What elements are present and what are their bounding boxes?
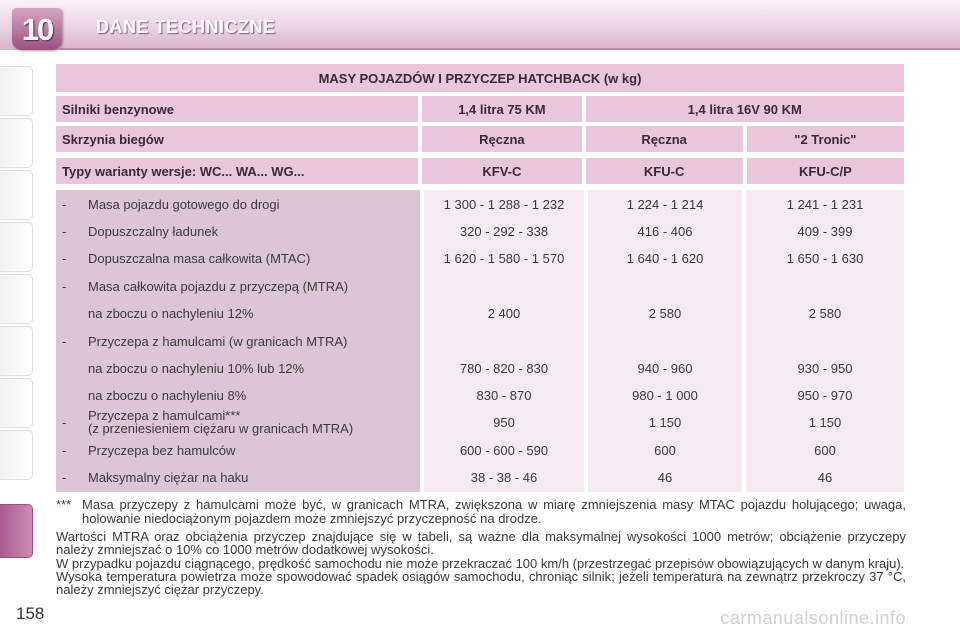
watermark: carmanualsonline.info <box>720 608 906 628</box>
row-label: Maksymalny ciężar na haku <box>88 470 249 485</box>
side-tab-5[interactable] <box>0 274 33 324</box>
row-value-3: 600 <box>814 443 836 458</box>
table-row <box>56 191 904 218</box>
gearbox-label: Skrzynia biegów <box>56 126 418 152</box>
table-title-row <box>56 64 904 92</box>
table-row <box>56 355 904 382</box>
engines-label: Silniki benzynowe <box>56 96 418 122</box>
engine-col-2: 1,4 litra 16V 90 KM <box>586 96 904 122</box>
row-value-1: 600 - 600 - 590 <box>459 443 549 458</box>
row-value-2: 980 - 1 000 <box>632 388 698 403</box>
row-value-1: 780 - 820 - 830 <box>459 361 549 376</box>
body-text <box>56 530 906 596</box>
body-paragraph: Wysoka temperatura powietrza może spowodować spadek osiągów samochodu, chroniąc silnik; jeżeli temperatura na zewnątrz przekroczy 37 °C, należy zmniejszyć ciężar przyczepy. <box>56 568 906 598</box>
engine-col-1: 1,4 litra 75 KM <box>422 96 581 122</box>
row-value-3: 1 650 - 1 630 <box>786 251 864 266</box>
side-tab-4[interactable] <box>0 222 33 272</box>
row-label <box>88 409 353 435</box>
row-dash: - <box>62 443 67 458</box>
side-tab-1[interactable] <box>0 66 33 116</box>
row-value-2: 416 - 406 <box>637 224 693 239</box>
row-label: Dopuszczalny ładunek <box>88 224 219 239</box>
row-value-1: 320 - 292 - 338 <box>459 224 549 239</box>
gearbox-col-2: Ręczna <box>586 126 743 152</box>
row-value-1: 830 - 870 <box>476 388 532 403</box>
gearbox-col-1: Ręczna <box>422 126 581 152</box>
chapter-number: 10 <box>21 12 53 47</box>
table-row <box>56 437 904 464</box>
row-dash: - <box>62 224 67 239</box>
gearbox-col-3: "2 Tronic" <box>747 126 904 152</box>
row-value-3: 409 - 399 <box>797 224 853 239</box>
row-dash: - <box>62 470 67 485</box>
gearbox-row <box>56 126 904 152</box>
row-dash: - <box>62 415 67 430</box>
page-title: DANE TECHNICZNE <box>96 17 276 37</box>
row-dash: - <box>62 334 67 349</box>
types-row <box>56 158 904 184</box>
row-value-2: 1 224 - 1 214 <box>626 197 704 212</box>
type-col-3: KFU-C/P <box>747 158 904 184</box>
row-value-2: 1 640 - 1 620 <box>626 251 704 266</box>
row-value-3: 46 <box>817 470 833 485</box>
table-row <box>56 382 904 409</box>
row-value-1: 950 <box>493 415 515 430</box>
row-value-2: 1 150 <box>648 415 682 430</box>
row-dash: - <box>62 197 67 212</box>
side-tab-2[interactable] <box>0 118 33 168</box>
table-row <box>56 300 904 327</box>
chapter-badge <box>12 8 62 50</box>
row-value-3: 1 150 <box>808 415 842 430</box>
type-col-2: KFU-C <box>586 158 743 184</box>
side-tab-3[interactable] <box>0 170 33 220</box>
row-value-2: 2 580 <box>648 306 682 321</box>
row-label-line-1: Przyczepa z hamulcami*** <box>88 408 241 423</box>
row-label: Masa całkowita pojazdu z przyczepą (MTRA) <box>88 279 349 294</box>
table-row <box>56 409 904 436</box>
row-value-1: 2 400 <box>487 306 521 321</box>
row-value-3: 2 580 <box>808 306 842 321</box>
row-value-1: 1 620 - 1 580 - 1 570 <box>443 251 565 266</box>
row-value-2: 940 - 960 <box>637 361 693 376</box>
table-row <box>56 218 904 245</box>
table-row <box>56 328 904 355</box>
body-paragraph: Wartości MTRA oraz obciążenia przyczep znajdujące się w tabeli, są ważne dla maksymalnej wysokości 1000 metrów; obciążenie przyczepy należy zmniejszać o 10% co 1000 metrów dodatkowej wysokości. <box>56 529 906 558</box>
row-value-2: 46 <box>657 470 673 485</box>
page-number: 158 <box>16 604 45 623</box>
body-paragraph: W przypadku pojazdu ciągnącego, prędkość samochodu nie może przekraczać 100 km/h (przestrzegać przepisów obowiązujących w danym kraju). <box>56 555 905 571</box>
row-label: na zboczu o nachyleniu 8% <box>88 388 247 403</box>
side-tab-active[interactable] <box>0 504 33 558</box>
row-label: Masa pojazdu gotowego do drogi <box>88 197 280 212</box>
row-label-line-2: (z przeniesieniem ciężaru w granicach MTRA) <box>88 421 354 436</box>
footnote-marker: *** <box>56 497 72 512</box>
side-tab-7[interactable] <box>0 378 33 428</box>
row-label: Dopuszczalna masa całkowita (MTAC) <box>88 251 311 266</box>
table-row <box>56 245 904 272</box>
row-dash: - <box>62 251 67 266</box>
row-label: Przyczepa z hamulcami (w granicach MTRA) <box>88 334 348 349</box>
row-value-3: 950 - 970 <box>797 388 853 403</box>
row-label: na zboczu o nachyleniu 10% lub 12% <box>88 361 305 376</box>
row-dash: - <box>62 279 67 294</box>
side-tab-6[interactable] <box>0 326 33 376</box>
row-value-2: 600 <box>654 443 676 458</box>
footnote <box>56 498 906 525</box>
row-value-3: 930 - 950 <box>797 361 853 376</box>
row-label: Przyczepa bez hamulców <box>88 443 236 458</box>
row-value-1: 38 - 38 - 46 <box>470 470 538 485</box>
row-value-3: 1 241 - 1 231 <box>786 197 864 212</box>
table-row <box>56 464 904 491</box>
table-row <box>56 273 904 300</box>
footnote-text: Masa przyczepy z hamulcami może być, w granicach MTRA, zwiększona w miarę zmniejszenia masy MTAC pojazdu holującego; uwaga, holowanie niedociążonym pojazdem może zmniejszyć przyczepność na drodze. <box>82 497 906 526</box>
row-label: na zboczu o nachyleniu 12% <box>88 306 254 321</box>
engines-row <box>56 96 904 122</box>
table-title: MASY POJAZDÓW I PRZYCZEP HATCHBACK (w kg) <box>56 64 904 92</box>
header-divider <box>60 48 960 50</box>
row-value-1: 1 300 - 1 288 - 1 232 <box>443 197 565 212</box>
side-tab-8[interactable] <box>0 430 33 480</box>
types-label: Typy warianty wersje: WC... WA... WG... <box>56 158 418 184</box>
type-col-1: KFV-C <box>422 158 581 184</box>
